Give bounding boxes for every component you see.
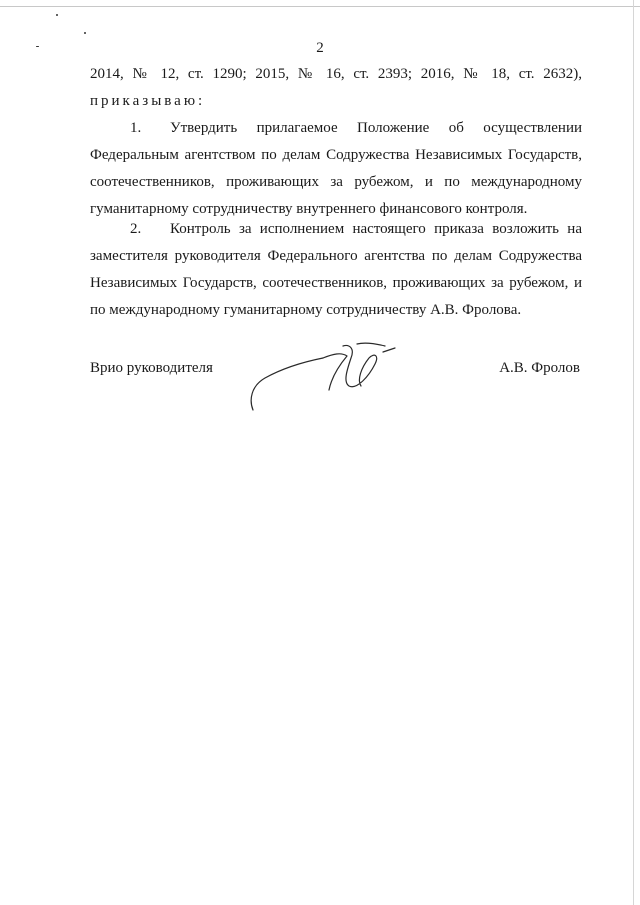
item-1-line-3: гуманитарному сотрудничеству внутреннего финансового контроля. <box>90 201 528 217</box>
item-2-first-line <box>90 216 582 243</box>
intro-paragraph <box>90 61 582 115</box>
scan-speck <box>56 14 58 16</box>
scan-speck <box>36 46 39 47</box>
handwritten-signature <box>245 338 415 418</box>
item-2-paragraph <box>90 216 582 324</box>
item-1-line-1: Федеральным агентством по делам Содружества Независимых Государств, <box>90 147 582 163</box>
order-word: приказываю: <box>90 93 206 109</box>
citation-line: 2014, № 12, ст. 1290; 2015, № 16, ст. 2393; 2016, № 18, ст. 2632), <box>90 66 582 82</box>
signatory-position: Врио руководителя <box>90 360 213 376</box>
scan-border-right <box>633 0 634 905</box>
item-1-first-line <box>90 115 582 142</box>
scan-speck <box>84 32 86 34</box>
item-1-line-2: соотечественников, проживающих за рубежом, и по международному <box>90 174 582 190</box>
item-2-line-0: Контроль за исполнением настоящего приказа возложить на <box>170 221 582 237</box>
item-2-line-2: Независимых Государств, соотечественников, проживающих за рубежом, и <box>90 275 582 291</box>
item-1-paragraph <box>90 115 582 223</box>
page-number: 2 <box>316 40 324 56</box>
item-2-number: 2. <box>130 221 142 237</box>
item-1-line-0: Утвердить прилагаемое Положение об осуществлении <box>170 120 582 136</box>
signatory-name: А.В. Фролов <box>499 360 580 376</box>
item-1-number: 1. <box>130 120 142 136</box>
scan-border-top <box>0 6 640 7</box>
item-2-line-1: заместителя руководителя Федерального агентства по делам Содружества <box>90 248 582 264</box>
item-2-line-3: по международному гуманитарному сотрудничеству А.В. Фролова. <box>90 302 522 318</box>
